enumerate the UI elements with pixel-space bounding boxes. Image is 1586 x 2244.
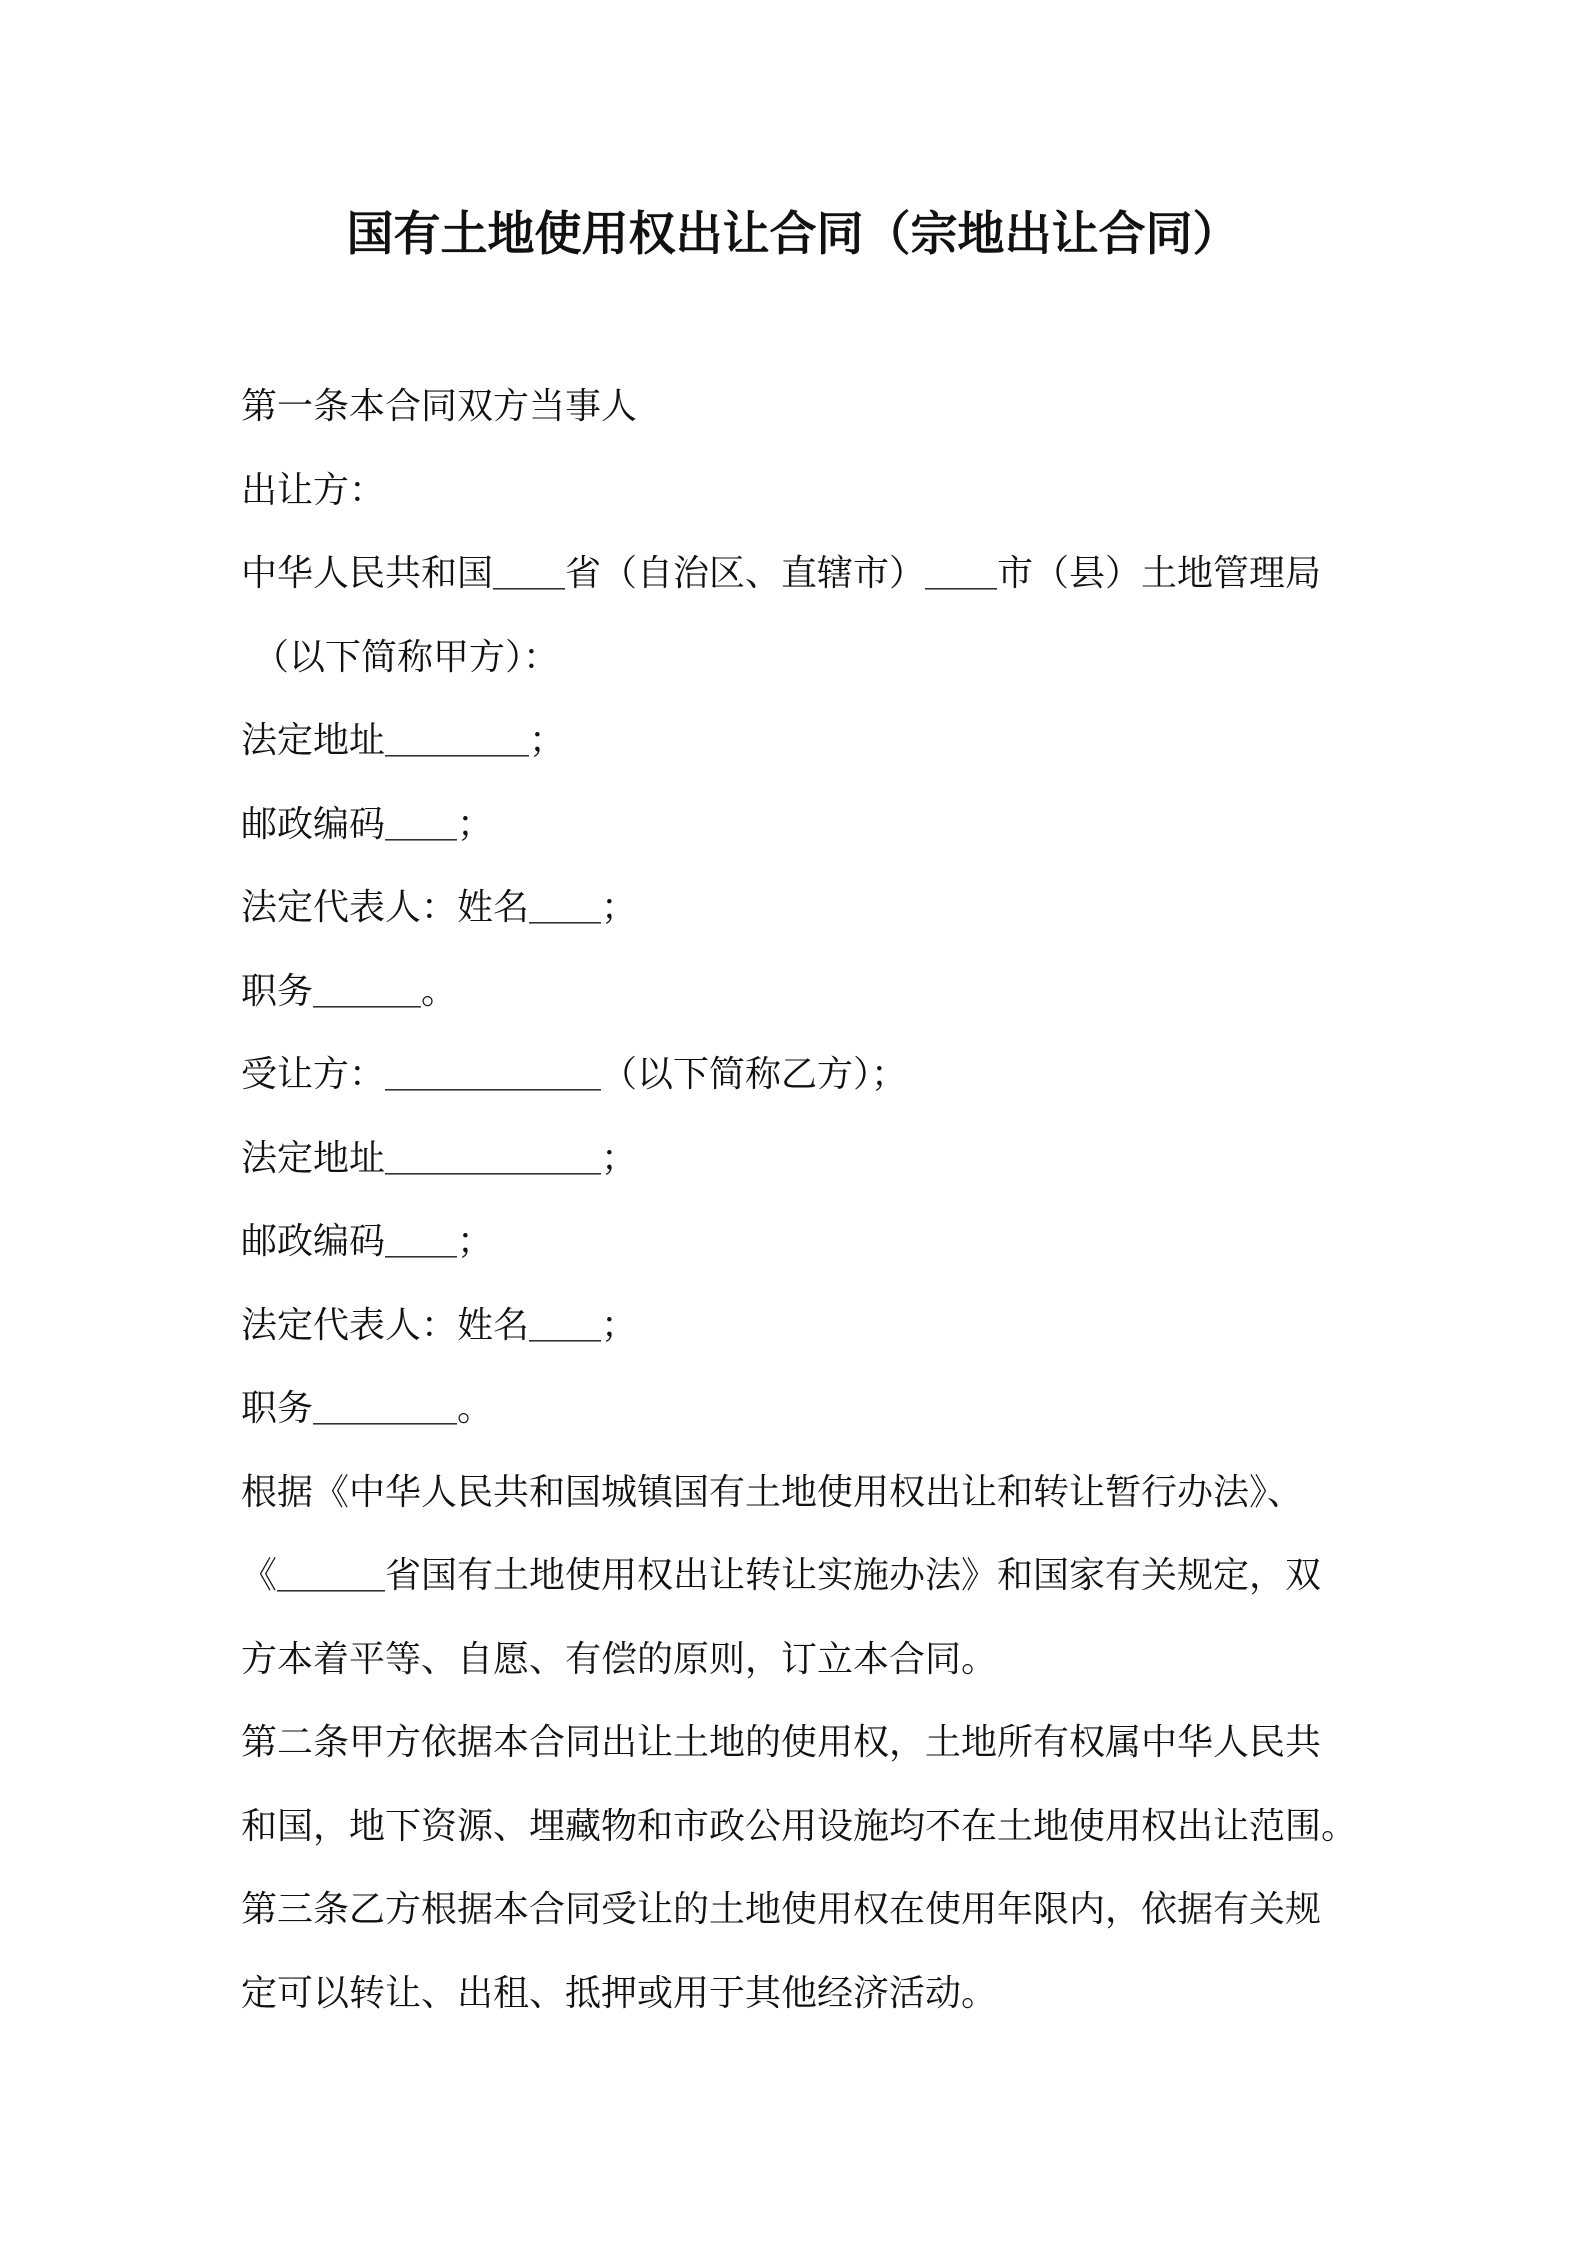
transferor-label: 出让方： — [241, 469, 386, 511]
legal-basis-line-1: 根据《中华人民共和国城镇国有土地使用权出让和转让暂行办法》、 — [241, 1471, 1304, 1513]
transferee-representative-line: 法定代表人：姓名＿＿； — [241, 1304, 638, 1346]
document-title: 国有土地使用权出让合同（宗地出让合同） — [346, 207, 1240, 262]
transferee-address-line: 法定地址＿＿＿＿＿＿； — [241, 1137, 638, 1179]
document-body — [241, 365, 1359, 2035]
legal-basis-line-3: 方本着平等、自愿、有偿的原则，订立本合同。 — [241, 1638, 998, 1680]
article-3-line-2: 定可以转让、出租、抵押或用于其他经济活动。 — [241, 1972, 998, 2014]
article-1-heading: 第一条本合同双方当事人 — [241, 386, 638, 427]
transferee-position-line: 职务＿＿＿＿。 — [241, 1388, 494, 1429]
transferor-position-line: 职务＿＿＿。 — [241, 970, 458, 1012]
transferor-name-line: 中华人民共和国＿＿省（自治区、直辖市）＿＿市（县）土地管理局 — [241, 553, 1322, 594]
article-2-line-2: 和国，地下资源、埋藏物和市政公用设施均不在土地使用权出让范围。 — [241, 1805, 1358, 1847]
transferor-postcode-line: 邮政编码＿＿； — [241, 803, 494, 845]
transferor-address-line: 法定地址＿＿＿＿； — [241, 720, 566, 761]
transferee-line: 受让方：＿＿＿＿＿＿（以下简称乙方）； — [241, 1054, 908, 1095]
legal-basis-line-2: 《＿＿＿省国有土地使用权出让转让实施办法》和国家有关规定，双 — [241, 1555, 1322, 1596]
transferee-postcode-line: 邮政编码＿＿； — [241, 1221, 494, 1262]
transferor-abbrev-line: （以下简称甲方）： — [253, 636, 560, 678]
transferor-representative-line: 法定代表人：姓名＿＿； — [241, 887, 638, 928]
article-2-line-1: 第二条甲方依据本合同出让土地的使用权，土地所有权属中华人民共 — [241, 1722, 1322, 1763]
article-3-line-1: 第三条乙方根据本合同受让的土地使用权在使用年限内，依据有关规 — [241, 1889, 1322, 1930]
